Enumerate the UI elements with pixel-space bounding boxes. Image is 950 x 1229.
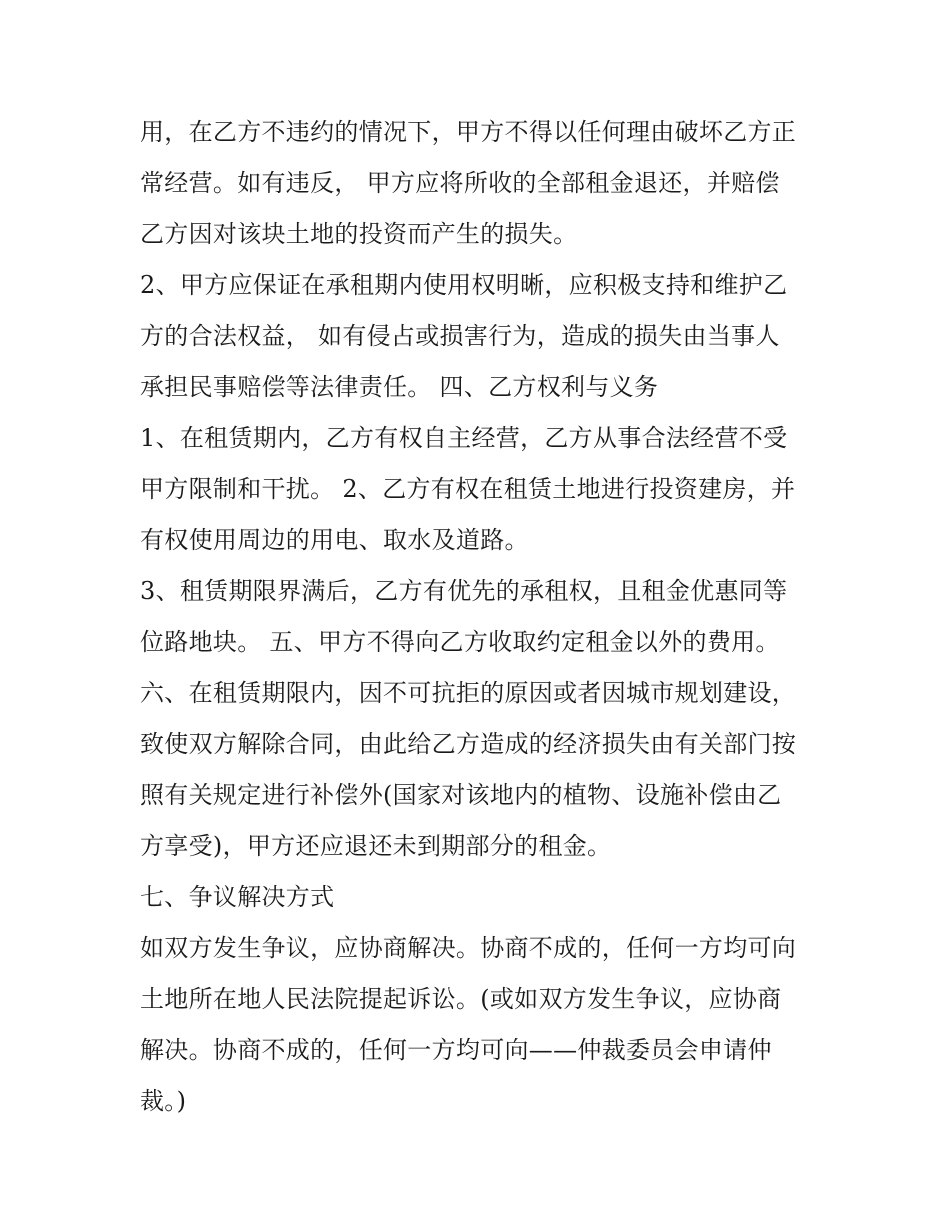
text-line: 方的合法权益， 如有侵占或损害行为，造成的损失由当事人 — [140, 322, 780, 350]
text-line: 位路地块。 五、甲方不得向乙方收取约定租金以外的费用。 — [140, 628, 780, 656]
document-body — [140, 107, 820, 1127]
text-line: 用，在乙方不违约的情况下，甲方不得以任何理由破坏乙方正 — [140, 118, 797, 146]
text-line: 甲方限制和干扰。 2、乙方有权在租赁土地进行投资建房，并 — [140, 475, 796, 503]
text-line: 土地所在地人民法院提起诉讼。(或如双方发生争议，应协商 — [140, 985, 782, 1013]
text-line: 乙方因对该块土地的投资而产生的损失。 — [140, 220, 578, 248]
text-line: 如双方发生争议，应协商解决。协商不成的，任何一方均可向 — [140, 934, 797, 962]
text-line: 1、在租赁期内，乙方有权自主经营，乙方从事合法经营不受 — [140, 424, 788, 452]
text-line: 裁。) — [140, 1087, 187, 1115]
text-line: 六、在租赁期限内，因不可抗拒的原因或者因城市规划建设， — [140, 679, 797, 707]
text-line: 解决。协商不成的，任何一方均可向——仲裁委员会申请仲 — [140, 1036, 772, 1064]
text-line: 3、租赁期限界满后，乙方有优先的承租权，且租金优惠同等 — [140, 577, 788, 605]
text-line: 方享受)，甲方还应退还未到期部分的租金。 — [140, 832, 612, 860]
text-line: 致使双方解除合同，由此给乙方造成的经济损失由有关部门按 — [140, 730, 797, 758]
text-line: 有权使用周边的用电、取水及道路。 — [140, 526, 529, 554]
text-line: 常经营。如有违反， 甲方应将所收的全部租金退还，并赔偿 — [140, 169, 780, 197]
text-line: 2、甲方应保证在承租期内使用权明晰，应积极支持和维护乙 — [140, 271, 788, 299]
section-heading: 七、争议解决方式 — [140, 883, 335, 911]
text-line: 照有关规定进行补偿外(国家对该地内的植物、设施补偿由乙 — [140, 781, 782, 809]
text-line: 承担民事赔偿等法律责任。 四、乙方权利与义务 — [140, 373, 659, 401]
